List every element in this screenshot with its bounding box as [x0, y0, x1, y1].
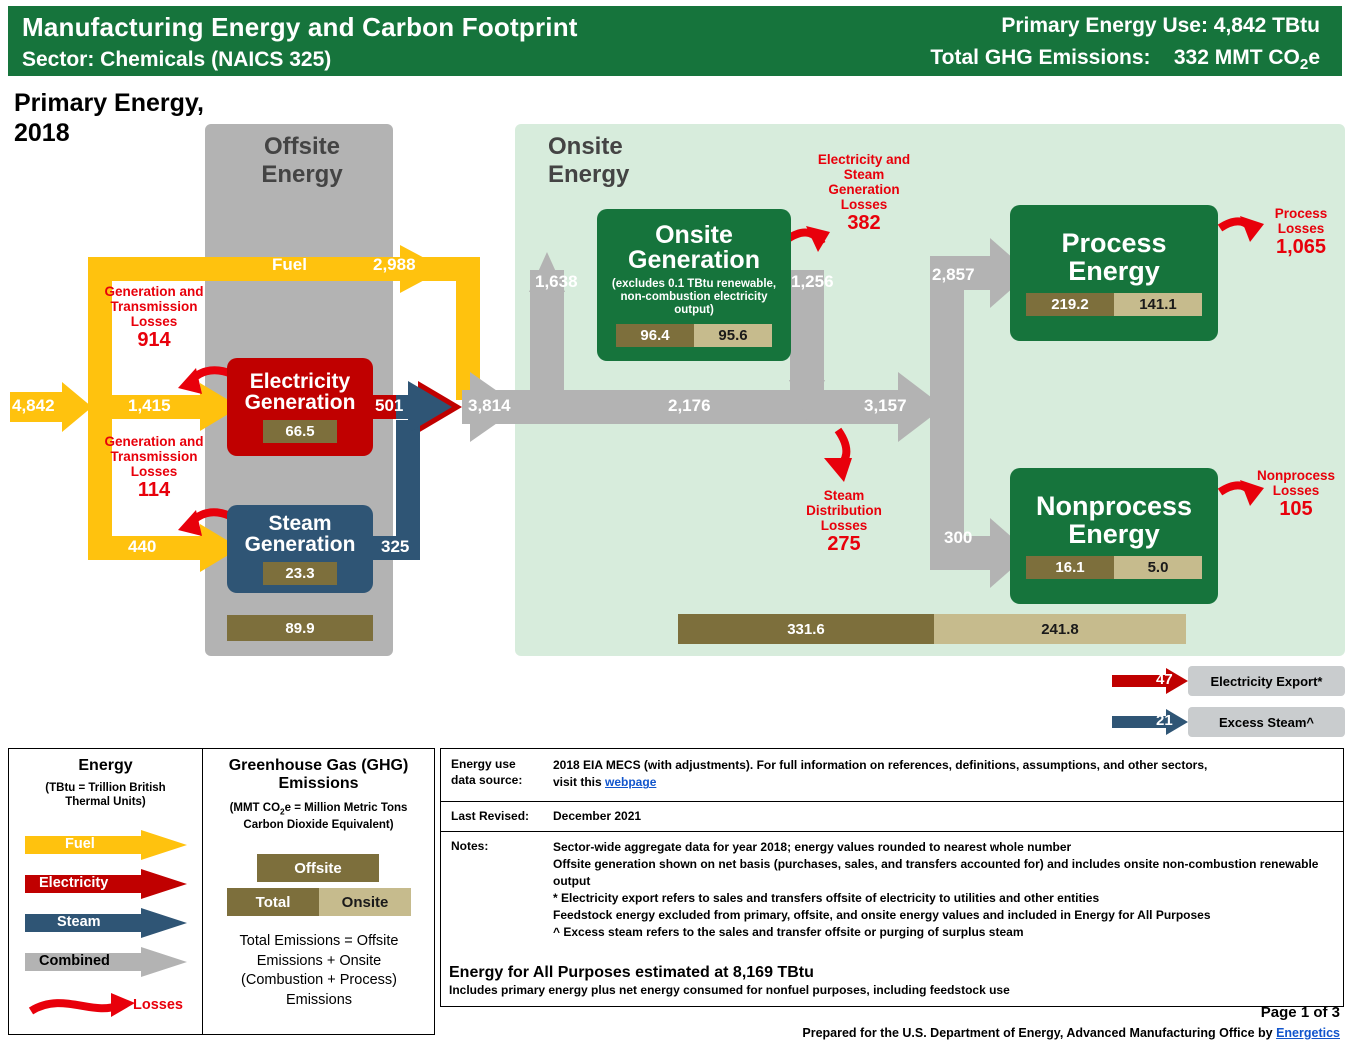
onsite-generation-ghg-onsite: 95.6: [694, 324, 772, 347]
legend-ghg-formula: Total Emissions = Offsite Emissions + Onsite (Combustion + Process) Emissions: [239, 933, 399, 1008]
offsite-zone-label-line1: Offsite: [263, 133, 340, 160]
flow-to-process: 2,857: [932, 265, 975, 284]
onsite-generation-ghg: [616, 324, 772, 347]
flow-elec-output: 501: [375, 396, 404, 415]
notes-line-2: Offsite generation shown on net basis (purchases, sales, and transfers accounted for) and includes onsite non-combustion renewable output: [553, 857, 1319, 889]
notes-source-label-line1: Energy use: [451, 757, 516, 771]
sector-subtitle: Sector: Chemicals (NAICS 325): [22, 48, 332, 71]
nonprocess-energy-label: [1036, 493, 1192, 548]
notes-panel: [440, 748, 1344, 962]
notes-label: Notes:: [451, 839, 489, 853]
legend-arrow-combined: [23, 946, 191, 978]
legend-ghg-subtitle: [204, 801, 433, 832]
nonprocess-energy-ghg: [1026, 556, 1202, 579]
onsite-total-ghg-onsite: 241.8: [934, 614, 1186, 644]
steam-generation-ghg: [263, 562, 337, 585]
flow-into-onsite: 3,814: [468, 396, 511, 415]
notes-source-label-line2: data source:: [451, 772, 523, 787]
loss-process: [1258, 206, 1344, 259]
flow-fuel-value: 2,988: [373, 255, 416, 274]
excess-steam-value: 21: [1156, 712, 1173, 729]
loss-onsite-gen-label: Electricity and Steam Generation Losses: [817, 152, 911, 213]
excess-steam-arrow-icon: [1110, 707, 1190, 737]
onsite-total-ghg-offsite: 331.6: [678, 614, 934, 644]
energetics-link[interactable]: Energetics: [1276, 1026, 1340, 1040]
legend-arrow-combined-label: Combined: [39, 953, 110, 969]
ghg-stat-suffix: e: [1308, 46, 1320, 69]
flow-to-nonprocess: 300: [944, 528, 973, 547]
notes-source-text-line1: 2018 EIA MECS (with adjustments). For full information on references, definitions, assumptions, and other sectors,: [553, 758, 1208, 772]
electricity-export-arrow-icon: [1110, 666, 1190, 696]
onsite-generation-label: [628, 220, 760, 275]
notes-divider-2: [441, 831, 1343, 832]
legend-ghg-title-line2: Emissions: [278, 775, 359, 792]
legend-arrow-steam-label: Steam: [57, 914, 101, 930]
flow-from-onsite-gen: 1,256: [791, 272, 834, 291]
notes-line-5: ^ Excess steam refers to the sales and transfer offsite or purging of surplus steam: [553, 925, 1024, 940]
loss-process-label: Process Losses: [1274, 206, 1328, 237]
nonprocess-energy-label-line1: Nonprocess: [1035, 491, 1193, 522]
steam-generation-label-line2: Generation: [244, 533, 356, 556]
nonprocess-energy-box: [1010, 468, 1218, 604]
process-energy-label: [1061, 230, 1166, 285]
steam-generation-ghg-offsite: 23.3: [263, 562, 337, 585]
notes-list: [553, 839, 1337, 941]
nonprocess-energy-ghg-offsite: 16.1: [1026, 556, 1114, 579]
electricity-generation-label-line2: Generation: [244, 391, 356, 414]
electricity-export-value: 47: [1156, 671, 1173, 688]
notes-source-text-line2: visit this: [553, 775, 606, 790]
loss-steam-generation-transmission: [100, 434, 208, 502]
electricity-generation-label: [245, 371, 356, 414]
electricity-export-row: [1110, 666, 1345, 696]
energy-all-purposes-panel: [440, 960, 1344, 1007]
legend-ghg-column: [204, 757, 433, 832]
offsite-zone-label-line2: Energy: [261, 161, 343, 188]
energy-all-purposes-title: Energy for All Purposes estimated at 8,169 TBtu: [449, 964, 814, 981]
process-energy-label-line2: Energy: [1068, 256, 1160, 286]
process-energy-label-line1: Process: [1061, 228, 1167, 259]
legend-arrow-electricity: [23, 868, 191, 900]
flow-central-bus: 2,176: [668, 396, 711, 415]
onsite-total-ghg: [678, 614, 1186, 644]
legend-panel: [8, 748, 435, 1035]
webpage-link[interactable]: webpage: [605, 775, 657, 790]
process-energy-box: [1010, 205, 1218, 341]
electricity-export-label: Electricity Export*: [1188, 666, 1345, 696]
flow-to-end-use: 3,157: [864, 396, 907, 415]
loss-nonprocess-label: Nonprocess Losses: [1256, 468, 1336, 499]
flow-elec-input: 1,415: [128, 396, 171, 415]
excess-steam-label: Excess Steam^: [1188, 707, 1345, 737]
prepared-by-text: Prepared for the U.S. Department of Energy, Advanced Manufacturing Office by: [802, 1026, 1277, 1040]
onsite-zone-label-line2: Energy: [548, 161, 630, 188]
notes-source-label: [451, 757, 547, 788]
legend-ghg-subtitle-sub: 2: [280, 807, 285, 817]
onsite-generation-label-line2: Generation: [628, 246, 760, 275]
ghg-stat-sub: 2: [1299, 56, 1309, 74]
loss-electricity-generation-transmission: [100, 284, 208, 352]
ghg-stat-label: Total GHG Emissions:: [930, 46, 1151, 69]
legend-ghg-offsite-cell: Offsite: [257, 854, 379, 882]
primary-energy-stat: Primary Energy Use: 4,842 TBtu: [1001, 14, 1320, 37]
loss-onsite-gen-value: 382: [847, 212, 881, 235]
onsite-generation-note: (excludes 0.1 TBtu renewable, non-combustion electricity output): [611, 277, 777, 317]
electricity-generation-label-line1: Electricity: [249, 369, 351, 393]
offsite-total-ghg: 89.9: [227, 615, 373, 641]
legend-arrow-electricity-label: Electricity: [39, 875, 109, 891]
nonprocess-energy-ghg-onsite: 5.0: [1114, 556, 1202, 579]
onsite-zone-label-line1: Onsite: [548, 133, 623, 160]
flow-to-onsite-gen: 1,638: [535, 272, 578, 291]
onsite-generation-label-line1: Onsite: [655, 220, 733, 249]
electricity-generation-box: [227, 358, 373, 456]
notes-revised-label: Last Revised:: [451, 809, 530, 823]
legend-ghg-subtitle-a: (MMT CO: [229, 802, 281, 814]
process-energy-ghg-offsite: 219.2: [1026, 293, 1114, 316]
prepared-by: [802, 1026, 1340, 1040]
energy-all-purposes-subtitle: Includes primary energy plus net energy consumed for nonfuel purposes, including feedstock use: [449, 983, 1010, 997]
legend-energy-title: Energy: [78, 757, 133, 774]
fuel-arrow-icon: [23, 829, 191, 861]
notes-line-3: * Electricity export refers to sales and transfers offsite of electricity to utilities and other entities: [553, 891, 1100, 906]
onsite-generation-box: [597, 209, 791, 361]
legend-losses: [23, 987, 191, 1023]
legend-ghg-title: [204, 757, 433, 793]
loss-steam-dist-value: 275: [827, 533, 861, 556]
legend-arrow-fuel: [23, 829, 191, 861]
legend-losses-label: Losses: [133, 997, 183, 1013]
notes-line-1: Sector-wide aggregate data for year 2018; energy values rounded to nearest whole number: [553, 840, 1072, 854]
steam-generation-label-line1: Steam: [268, 511, 332, 535]
flow-fuel-label: Fuel: [272, 255, 307, 274]
losses-arrow-icon: [23, 987, 143, 1023]
steam-arrow-icon: [23, 907, 191, 939]
excess-steam-row: [1110, 707, 1345, 737]
flow-primary-total: 4,842: [12, 396, 55, 415]
legend-ghg-title-line1: Greenhouse Gas (GHG): [228, 757, 409, 774]
loss-nonprocess-value: 105: [1279, 498, 1313, 521]
page-title: Manufacturing Energy and Carbon Footprint: [22, 12, 578, 42]
flow-steam-input: 440: [128, 537, 157, 556]
flow-steam-output: 325: [381, 537, 410, 556]
ghg-stat-value: 332 MMT CO: [1173, 46, 1300, 69]
notes-divider-1: [441, 801, 1343, 802]
legend-arrow-fuel-label: Fuel: [65, 836, 95, 852]
onsite-generation-ghg-offsite: 96.4: [616, 324, 694, 347]
notes-revised-value: December 2021: [553, 809, 642, 823]
loss-process-value: 1,065: [1275, 236, 1327, 259]
primary-energy-heading-line2: 2018: [14, 119, 70, 147]
legend-ghg-onsite-cell: Onsite: [319, 888, 411, 916]
legend-ghg-total-cell: Total: [227, 888, 319, 916]
loss-steam-dist-label: Steam Distribution Losses: [806, 488, 882, 534]
loss-steam-distribution: [790, 488, 898, 556]
loss-nonprocess: [1248, 468, 1344, 521]
legend-ghg-subtitle-b: e = Million Metric Tons Carbon Dioxide Equivalent): [243, 802, 408, 831]
process-energy-ghg: [1026, 293, 1202, 316]
notes-source-text: [553, 757, 1333, 792]
loss-onsite-generation: [812, 152, 916, 235]
page-number: Page 1 of 3: [1260, 1004, 1340, 1021]
legend-energy-subtitle: (TBtu = Trillion British Thermal Units): [45, 782, 166, 809]
loss-steam-value: 114: [137, 479, 171, 502]
primary-energy-heading-line1: Primary Energy,: [14, 89, 204, 117]
steam-generation-label: [245, 513, 356, 556]
loss-elec-label: Generation and Transmission Losses: [104, 284, 204, 330]
legend-arrow-steam: [23, 907, 191, 939]
legend-energy-column: [9, 757, 202, 810]
steam-generation-box: [227, 505, 373, 593]
legend-divider: [202, 749, 203, 1034]
loss-steam-label: Generation and Transmission Losses: [104, 434, 204, 480]
notes-line-4: Feedstock energy excluded from primary, offsite, and onsite energy values and included in Energy for All Purposes: [553, 908, 1211, 923]
process-energy-ghg-onsite: 141.1: [1114, 293, 1202, 316]
electricity-generation-ghg-offsite: 66.5: [263, 420, 337, 443]
nonprocess-energy-label-line2: Energy: [1068, 519, 1160, 549]
electricity-generation-ghg: [263, 420, 337, 443]
loss-elec-value: 914: [137, 329, 171, 352]
